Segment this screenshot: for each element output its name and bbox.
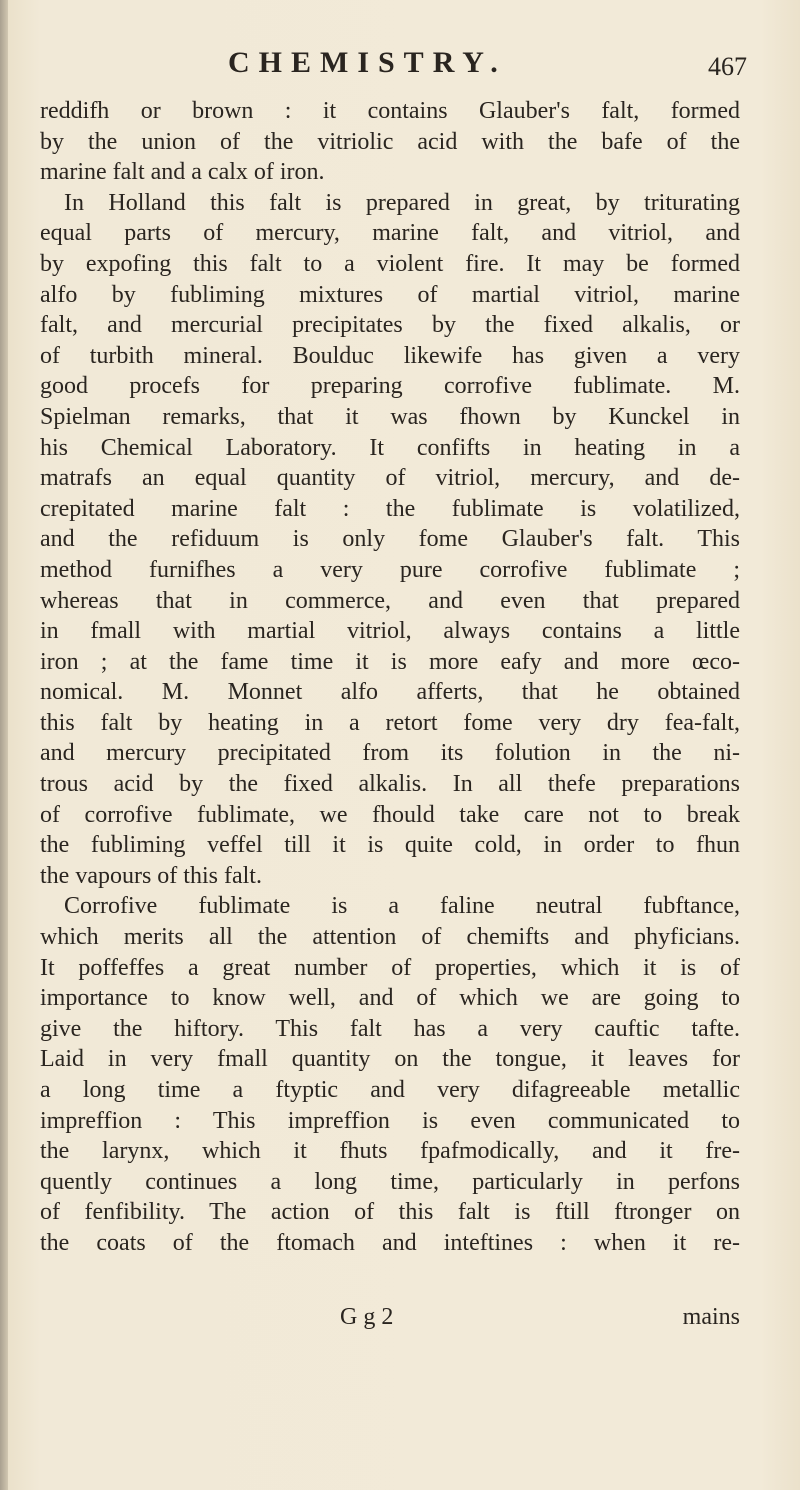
text-line: this falt by heating in a retort fome very dry fea-falt,	[40, 709, 740, 736]
text-line: of turbith mineral. Boulduc likewife has given a very	[40, 342, 740, 369]
text-line: a long time a ftyptic and very difagreeable metallic	[40, 1077, 740, 1103]
text-line: give the hiftory. This falt has a very cauftic tafte.	[40, 1015, 740, 1042]
text-line: alfo by fubliming mixtures of martial vitriol, marine	[40, 281, 740, 308]
text-line: the coats of the ftomach and inteftines : when it re-	[40, 1229, 740, 1256]
text-line: which merits all the attention of chemifts and phyficians.	[40, 924, 740, 951]
text-line: and the refiduum is only fome Glauber's falt. This	[40, 526, 740, 553]
text-line: marine falt and a calx of iron.	[40, 159, 325, 186]
running-head: CHEMISTRY.	[228, 46, 507, 79]
text-line: Laid in very fmall quantity on the tongue, it leaves for	[40, 1046, 740, 1073]
text-line: the fubliming veffel till it is quite cold, in order to fhun	[40, 832, 740, 859]
text-line: whereas that in commerce, and even that prepared	[40, 587, 740, 614]
text-line: falt, and mercurial precipitates by the fixed alkalis, or	[40, 312, 740, 339]
text-line: the vapours of this falt.	[40, 862, 262, 889]
page-footer	[40, 1304, 740, 1338]
text-line: quently continues a long time, particularly in perfons	[40, 1168, 740, 1195]
text-line: by the union of the vitriolic acid with the bafe of the	[40, 128, 740, 155]
text-line: impreffion : This impreffion is even communicated to	[40, 1107, 740, 1134]
text-line: trous acid by the fixed alkalis. In all thefe preparations	[40, 771, 740, 798]
text-line: of fenfibility. The action of this falt is ftill ftronger on	[40, 1199, 740, 1226]
text-line: by expofing this falt to a violent fire. It may be formed	[40, 250, 740, 277]
text-line: It poffeffes a great number of properties, which it is of	[40, 954, 740, 981]
text-line: good procefs for preparing corrofive fublimate. M.	[40, 373, 740, 400]
page-binding-shadow	[0, 0, 8, 1490]
text-line: the larynx, which it fhuts fpafmodically, and it fre-	[40, 1138, 740, 1165]
text-line: matrafs an equal quantity of vitriol, mercury, and de-	[40, 465, 740, 492]
body-text	[40, 96, 740, 1259]
text-line: method furnifhes a very pure corrofive fublimate ;	[40, 556, 740, 583]
page-number: 467	[708, 52, 747, 81]
text-line: crepitated marine falt : the fublimate is volatilized,	[40, 495, 740, 522]
catchword: mains	[682, 1304, 740, 1330]
text-line: equal parts of mercury, marine falt, and vitriol, and	[40, 220, 740, 247]
text-line: nomical. M. Monnet alfo afferts, that he obtained	[40, 679, 740, 706]
text-line: of corrofive fublimate, we fhould take care not to break	[40, 801, 740, 828]
text-line: Corrofive fublimate is a faline neutral fubftance,	[64, 893, 740, 920]
text-line: and mercury precipitated from its folution in the ni-	[40, 740, 740, 767]
text-line: in fmall with martial vitriol, always contains a little	[40, 618, 740, 645]
text-line: In Holland this falt is prepared in great, by triturating	[64, 189, 740, 216]
text-line: importance to know well, and of which we are going to	[40, 985, 740, 1012]
text-line: iron ; at the fame time it is more eafy and more œco-	[40, 648, 740, 675]
text-line: reddifh or brown : it contains Glauber's falt, formed	[40, 98, 740, 124]
page-header	[0, 40, 800, 90]
signature-mark: G g 2	[340, 1304, 394, 1330]
text-line: his Chemical Laboratory. It confifts in heating in a	[40, 434, 740, 461]
text-line: Spielman remarks, that it was fhown by Kunckel in	[40, 403, 740, 430]
